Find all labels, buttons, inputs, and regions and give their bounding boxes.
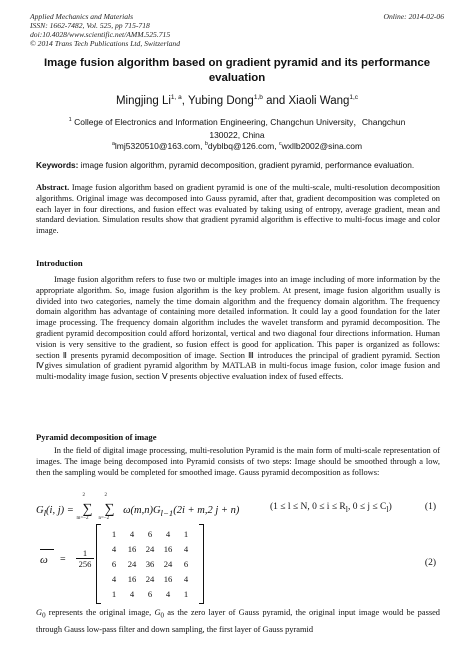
matrix-table	[105, 526, 195, 601]
fraction	[76, 548, 94, 569]
matrix-cell: 6	[147, 528, 153, 539]
matrix-cell: 6	[147, 588, 153, 599]
abstract-text: Image fusion algorithm based on gradient pyramid is one of the multi-scale, multi-resolution decomposition algorithms. Original image was decomposed into Gauss pyramid, after that, gradient decomposition was completed on each layer in four directions, and fusion effect was evaluated by taking using of entropy, average gradient, mean and standard deviation. Simulation results show that gradient pyramid algorithm is effective to multi-focus image and color image.	[36, 183, 440, 236]
email-link[interactable]: lmj5320510@163.com	[114, 141, 201, 151]
matrix-cell: 6	[183, 558, 189, 569]
matrix-cell: 6	[111, 558, 117, 569]
matrix-cell: 36	[145, 558, 155, 569]
matrix-cell: 4	[111, 573, 117, 584]
keywords-text: image fusion algorithm, pyramid decomposition, gradient pyramid, performance evaluation.	[80, 160, 415, 170]
journal-header	[30, 12, 444, 48]
matrix-cell: 4	[129, 588, 135, 599]
paper-title: Image fusion algorithm based on gradient pyramid and its performance evaluation	[43, 57, 431, 84]
affiliation-line: College of Electronics and Information Engineering, Changchun University，Changchun	[74, 116, 406, 127]
matrix-cell: 1	[183, 588, 189, 599]
introduction-paragraph: Image fusion algorithm refers to fuse two or multiple images into an image including of more information by the appropriate algorithm. So, image fusion algorithm is the key problem. At present, image fusion algorithm usually is divided into two categories, namely the time domain algorithm and the frequency domain algorithm. The frequency domain algorithm has advantage of containing more detailed information. It could lay a good foundation for the later image processing. The frequency domain algorithm includes the wavelet transform and pyramid decomposition. The gradient pyramid decomposition could afford horizontal, vertical and two diagonal four directions information. Human vision is very sensitive to the gradient, so fusion effect is good for application. This paper is organized as follows: section Ⅱ presents pyramid decomposition of image. Section Ⅲ introduces the principal of gradient pyramid. Section Ⅳgives simulation of gradient pyramid algorithm by MATLAB in multi-focus image fusion, color image fusion and multi-modality image fusion, section Ⅴ presents objective evaluation index of fused effects.	[36, 275, 440, 382]
matrix-cell: 1	[111, 528, 117, 539]
journal-doi[interactable]: doi:10.4028/www.scientific.net/AMM.525.715	[30, 30, 171, 39]
keywords	[36, 160, 440, 170]
matrix-cell: 4	[111, 543, 117, 554]
journal-issn: ISSN: 1662-7482, Vol. 525, pp 715-718	[30, 21, 150, 30]
equation-1-number: (1)	[424, 502, 436, 512]
email-mark: a	[111, 141, 115, 148]
pyramid-paragraph: In the field of digital image processing, multi-resolution Pyramid is the main form of multi-scale representation of images. The image being decomposed into Pyramid consists of two steps: Image should be smoothed through a low, then the sampling would be completed for smoothed image. Gauss pyramid decomposition as follows:	[36, 446, 440, 477]
matrix-cell: 1	[183, 528, 189, 539]
author-name: Yubing Dong	[187, 94, 254, 107]
email-mark: b	[204, 141, 208, 148]
equation-2-lhs: ω	[40, 554, 48, 566]
matrix-cell: 4	[165, 528, 171, 539]
keywords-label: Keywords:	[36, 160, 79, 170]
online-date: Online: 2014-02-06	[383, 12, 444, 21]
matrix-cell: 4	[165, 588, 171, 599]
matrix-cell: 24	[145, 573, 155, 584]
matrix-row	[105, 541, 195, 556]
section-heading-introduction: Introduction	[36, 258, 83, 268]
matrix-cell: 1	[111, 588, 117, 599]
section-heading-pyramid: Pyramid decomposition of image	[36, 432, 157, 442]
equation-1	[36, 490, 440, 524]
matrix-cell: 16	[127, 573, 137, 584]
email-link[interactable]: dyblbq@126.com	[207, 141, 275, 151]
abstract	[36, 183, 440, 237]
matrix-row	[105, 571, 195, 586]
matrix-cell: 16	[163, 573, 173, 584]
equation-2	[36, 524, 440, 606]
matrix-row	[105, 586, 195, 601]
author-affil-mark: 1, a	[170, 94, 182, 101]
affiliation-mark: 1	[68, 117, 72, 123]
fraction-numerator: 1	[76, 548, 94, 559]
matrix-cell: 16	[127, 543, 137, 554]
matrix-cell: 4	[129, 528, 135, 539]
author-affil-mark: 1,b	[253, 94, 263, 101]
equation-1-expression: $G_l(i$, j) = ∑ 2 m=−2 ∑ 2 n=−2 $\omega(m,n)G_{l-1}(2i + m,2$ j + n)	[36, 493, 240, 521]
matrix-cell: 4	[183, 573, 189, 584]
sum-symbol: ∑ 2 n=−2	[98, 493, 115, 521]
author-emails: $^a$lmj5320510@163.com, $^b$dyblbq@126.com, $^c$wxllb2002@sina.com	[111, 141, 363, 151]
affiliation-line: 130022, China	[209, 129, 265, 140]
author-list: Mingjing Li$^{1, a}$, Yubing Dong$^{1,b}$ and Xiaoli Wang$^{1,c}$	[115, 94, 359, 107]
email-mark: c	[278, 141, 282, 148]
abstract-label: Abstract.	[36, 183, 70, 192]
matrix-row	[105, 526, 195, 541]
email-link[interactable]: wxllb2002@sina.com	[281, 141, 363, 151]
author-name: Xiaoli Wang	[288, 94, 350, 107]
matrix-cell: 24	[145, 543, 155, 554]
author-affil-mark: 1,c	[349, 94, 359, 101]
equation-1-condition: (1 ≤ l ≤ N, $0 \le i \le R_l$, $0 \le j \le C_l$)	[270, 502, 392, 514]
equation-2-number: (2)	[424, 558, 436, 568]
matrix-cell: 16	[163, 543, 173, 554]
overline-mark	[40, 549, 54, 550]
author-name: Mingjing Li	[115, 94, 171, 107]
matrix-cell: 24	[127, 558, 137, 569]
affiliation	[40, 114, 434, 142]
equals-sign: =	[60, 554, 66, 565]
journal-copyright: © 2014 Trans Tech Publications Ltd, Switzerland	[30, 39, 180, 48]
journal-name: Applied Mechanics and Materials	[30, 12, 134, 21]
kernel-matrix	[96, 524, 204, 604]
matrix-row	[105, 556, 195, 571]
sum-symbol: ∑ 2 m=−2	[76, 493, 93, 521]
continuation-paragraph: $G_0$ represents the original image, $G_0$ as the zero layer of Gauss pyramid, the original input image would be passed through Gauss low-pass filter and down sampling, the first layer of Gauss pyramid	[36, 608, 440, 634]
matrix-cell: 24	[163, 558, 173, 569]
fraction-denominator: 256	[78, 559, 92, 569]
matrix-cell: 4	[183, 543, 189, 554]
